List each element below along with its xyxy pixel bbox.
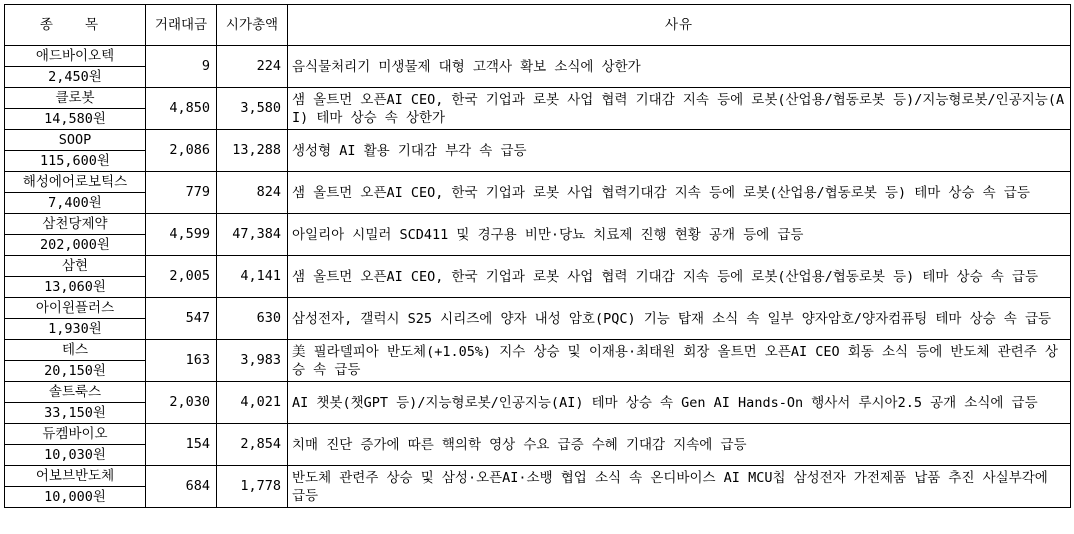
reason-text: 치매 진단 증가에 따른 핵의학 영상 수요 급증 수혜 기대감 지속에 급등 [288, 424, 1071, 466]
stock-price: 33,150원 [5, 403, 146, 424]
header-volume: 거래대금 [146, 5, 217, 46]
reason-text: 샘 올트먼 오픈AI CEO, 한국 기업과 로봇 사업 협력 기대감 지속 등에 로봇(산업용/협동로봇 등)/지능형로봇/인공지능(AI) 테마 상승 속 상한가 [288, 88, 1071, 130]
stock-name: 솔트룩스 [5, 382, 146, 403]
trade-volume: 163 [146, 340, 217, 382]
stock-name: 삼천당제약 [5, 214, 146, 235]
stock-name: 아이윈플러스 [5, 298, 146, 319]
reason-text: 샘 올트먼 오픈AI CEO, 한국 기업과 로봇 사업 협력 기대감 지속 등에 로봇(산업용/협동로봇 등) 테마 상승 속 급등 [288, 256, 1071, 298]
market-cap: 4,141 [217, 256, 288, 298]
stock-name: 듀켐바이오 [5, 424, 146, 445]
market-cap: 224 [217, 46, 288, 88]
stock-name: 테스 [5, 340, 146, 361]
table-row [5, 88, 1071, 109]
market-cap: 47,384 [217, 214, 288, 256]
stock-price: 2,450원 [5, 67, 146, 88]
reason-text: 생성형 AI 활용 기대감 부각 속 급등 [288, 130, 1071, 172]
header-reason: 사유 [288, 5, 1071, 46]
trade-volume: 547 [146, 298, 217, 340]
table-row [5, 172, 1071, 193]
header-cap: 시가총액 [217, 5, 288, 46]
market-cap: 630 [217, 298, 288, 340]
trade-volume: 2,005 [146, 256, 217, 298]
stock-price: 14,580원 [5, 109, 146, 130]
market-cap: 4,021 [217, 382, 288, 424]
table-body [5, 46, 1071, 508]
reason-text: 반도체 관련주 상승 및 삼성·오픈AI·소뱅 협업 소식 속 온디바이스 AI MCU칩 삼성전자 가전제품 납품 추진 사실부각에 급등 [288, 466, 1071, 508]
table-row [5, 466, 1071, 487]
stock-price: 10,030원 [5, 445, 146, 466]
stock-price: 202,000원 [5, 235, 146, 256]
market-cap: 3,983 [217, 340, 288, 382]
reason-text: 아일리아 시밀러 SCD411 및 경구용 비만·당뇨 치료제 진행 현황 공개 등에 급등 [288, 214, 1071, 256]
trade-volume: 154 [146, 424, 217, 466]
table-row [5, 214, 1071, 235]
trade-volume: 2,030 [146, 382, 217, 424]
stock-name: 해성에어로보틱스 [5, 172, 146, 193]
stock-price: 20,150원 [5, 361, 146, 382]
trade-volume: 684 [146, 466, 217, 508]
table-row [5, 424, 1071, 445]
reason-text: AI 챗봇(챗GPT 등)/지능형로봇/인공지능(AI) 테마 상승 속 Gen AI Hands-On 행사서 루시아2.5 공개 소식에 급등 [288, 382, 1071, 424]
stock-price: 10,000원 [5, 487, 146, 508]
stock-name: SOOP [5, 130, 146, 151]
market-cap: 3,580 [217, 88, 288, 130]
reason-text: 삼성전자, 갤럭시 S25 시리즈에 양자 내성 암호(PQC) 기능 탑재 소식 속 일부 양자암호/양자컴퓨팅 테마 상승 속 급등 [288, 298, 1071, 340]
header-name: 종 목 [5, 5, 146, 46]
stock-name: 애드바이오텍 [5, 46, 146, 67]
table-row [5, 46, 1071, 67]
header-row [5, 5, 1071, 46]
trade-volume: 4,850 [146, 88, 217, 130]
table-row [5, 256, 1071, 277]
market-cap: 1,778 [217, 466, 288, 508]
stock-price: 115,600원 [5, 151, 146, 172]
stock-price: 1,930원 [5, 319, 146, 340]
trade-volume: 9 [146, 46, 217, 88]
stock-table-container [4, 4, 1070, 508]
trade-volume: 4,599 [146, 214, 217, 256]
market-cap: 13,288 [217, 130, 288, 172]
table-row [5, 130, 1071, 151]
stock-table [4, 4, 1071, 508]
stock-price: 7,400원 [5, 193, 146, 214]
reason-text: 美 필라델피아 반도체(+1.05%) 지수 상승 및 이재용·최태원 회장 올트먼 오픈AI CEO 회동 소식 등에 반도체 관련주 상승 속 급등 [288, 340, 1071, 382]
table-row [5, 382, 1071, 403]
reason-text: 음식물처리기 미생물제 대형 고객사 확보 소식에 상한가 [288, 46, 1071, 88]
stock-name: 클로봇 [5, 88, 146, 109]
trade-volume: 779 [146, 172, 217, 214]
table-row [5, 340, 1071, 361]
market-cap: 824 [217, 172, 288, 214]
table-row [5, 298, 1071, 319]
stock-price: 13,060원 [5, 277, 146, 298]
market-cap: 2,854 [217, 424, 288, 466]
stock-name: 삼현 [5, 256, 146, 277]
stock-name: 어보브반도체 [5, 466, 146, 487]
trade-volume: 2,086 [146, 130, 217, 172]
reason-text: 샘 올트먼 오픈AI CEO, 한국 기업과 로봇 사업 협력기대감 지속 등에 로봇(산업용/협동로봇 등) 테마 상승 속 급등 [288, 172, 1071, 214]
